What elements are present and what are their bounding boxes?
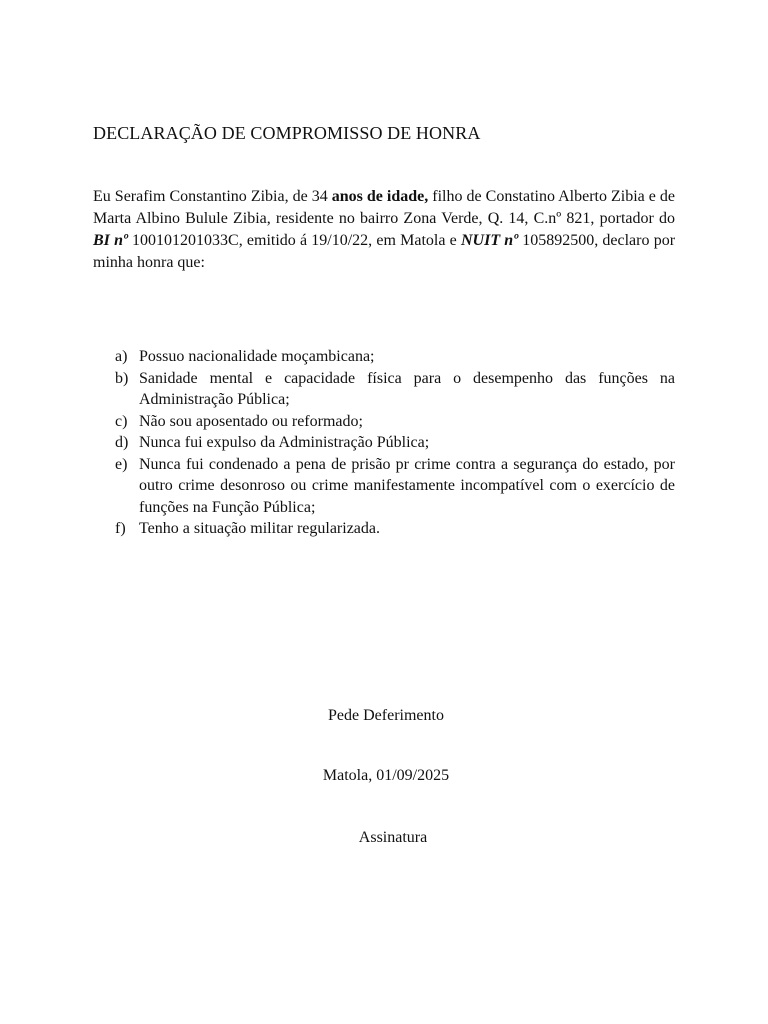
- document-title: DECLARAÇÃO DE COMPROMISSO DE HONRA: [93, 123, 481, 143]
- list-item-text: Não sou aposentado ou reformado;: [139, 412, 363, 430]
- list-marker: d): [115, 434, 129, 451]
- list-marker: b): [115, 369, 129, 387]
- list-item: [93, 432, 675, 454]
- list-marker: c): [115, 412, 128, 430]
- signature-label: Assinatura: [358, 829, 428, 846]
- list-item: [93, 518, 675, 540]
- list-marker: e): [115, 455, 128, 473]
- nuit-label: NUIT nº: [460, 232, 518, 249]
- place-date-line: Matola, 01/09/2025: [322, 767, 450, 784]
- list-item: [93, 411, 675, 433]
- list-marker: a): [115, 348, 128, 365]
- list-item: [93, 346, 675, 368]
- intro-text-4: 105892500, declaro por minha honra que:: [93, 232, 676, 271]
- list-item-text: Sanidade mental e capacidade física para o desempenho das funções na Administração Pública;: [139, 369, 675, 408]
- list-item-text: Possuo nacionalidade moçambicana;: [139, 348, 375, 365]
- intro-text-2: filho de Constatino Alberto Zibia e de Marta Albino Bulule Zibia, residente no bairro Zona Verde, Q. 14, C.nº 821, portador do: [93, 188, 676, 227]
- list-item: [93, 368, 675, 411]
- list-marker: f): [115, 520, 126, 537]
- list-item-text: Nunca fui expulso da Administração Pública;: [139, 434, 430, 451]
- intro-paragraph: [93, 186, 675, 274]
- intro-age-emphasis: anos de idade,: [331, 188, 429, 205]
- intro-text-3: 100101201033C, emitido á 19/10/22, em Matola e: [127, 232, 461, 249]
- list-item: [93, 454, 675, 519]
- closing-line: Pede Deferimento: [328, 707, 444, 724]
- bi-label: BI nº: [93, 232, 128, 249]
- intro-text-1: Eu Serafim Constantino Zibia, de 34: [93, 188, 332, 205]
- list-item-text: Tenho a situação militar regularizada.: [139, 520, 380, 537]
- declaration-list: [93, 346, 675, 540]
- list-item-text: Nunca fui condenado a pena de prisão pr crime contra a segurança do estado, por outro crime desonroso ou crime manifestamente incompatível com o exercício de funções na Função Pública;: [139, 455, 675, 516]
